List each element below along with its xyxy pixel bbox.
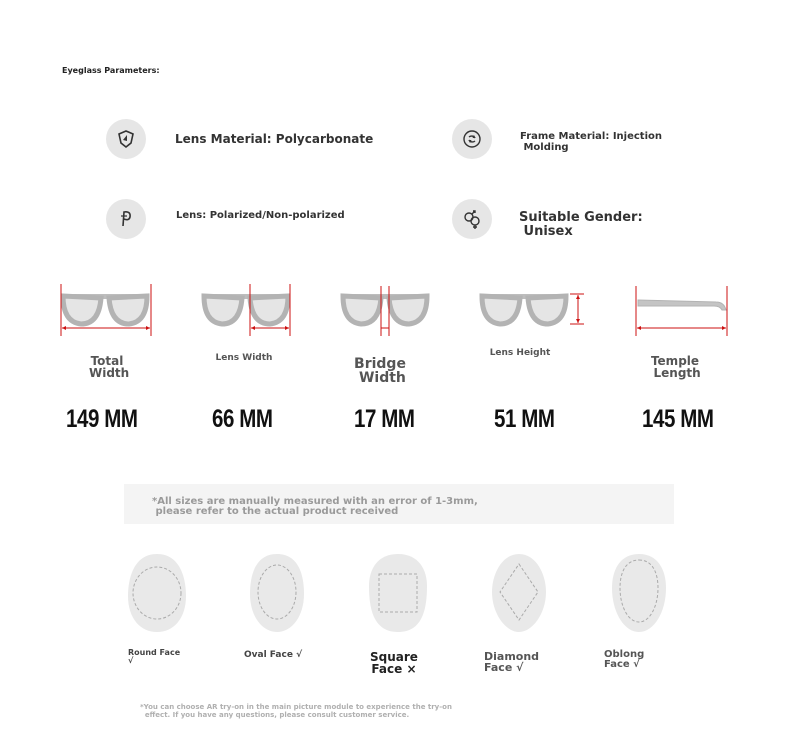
section-title: Eyeglass Parameters: <box>62 66 160 75</box>
lens-height-diagram <box>474 282 586 338</box>
oblong-face-illustration <box>608 552 670 634</box>
total-width-diagram <box>55 282 159 338</box>
diamond-face-illustration <box>488 552 550 634</box>
oval-face-illustration <box>246 552 308 634</box>
total-width-value: 149 MM <box>66 405 138 433</box>
bridge-width-value: 17 MM <box>354 405 415 433</box>
temple-length-value: 145 MM <box>642 405 714 433</box>
diamond-face-label: Diamond Face √ <box>484 650 540 674</box>
lens-width-diagram <box>196 282 300 338</box>
bridge-width-diagram <box>335 282 439 338</box>
lens-height-value: 51 MM <box>494 405 555 433</box>
square-face-illustration <box>367 552 429 634</box>
notice-line-2: please refer to the actual product received <box>152 506 399 517</box>
gender-label: Suitable Gender: Unisex <box>519 210 643 239</box>
round-face-label: Round Face √ <box>128 648 181 665</box>
recycle-icon <box>452 119 492 159</box>
lens-shield-icon <box>106 119 146 159</box>
round-face-illustration <box>126 552 188 634</box>
frame-material-label: Frame Material: Injection Molding <box>520 131 663 153</box>
oblong-face-label: Oblong Face √ <box>604 649 645 670</box>
gender-icon <box>452 199 492 239</box>
temple-length-label: Temple Length <box>650 354 701 380</box>
footer-note-line-2: effect. If you have any questions, please consult customer service. <box>140 711 410 719</box>
lens-height-label: Lens Height <box>489 348 551 358</box>
polarized-p-icon <box>106 199 146 239</box>
lens-width-value: 66 MM <box>212 405 273 433</box>
notice-line-1: *All sizes are manually measured with an error of 1-3mm, <box>152 496 478 507</box>
square-face-label: Square Face × <box>370 650 418 676</box>
footer-note-line-1: *You can choose AR try-on in the main picture module to experience the try-on <box>140 703 452 711</box>
lens-width-label: Lens Width <box>215 353 273 363</box>
lens-type-label: Lens: Polarized/Non-polarized <box>176 210 345 221</box>
bridge-width-label: Bridge Width <box>354 356 406 386</box>
temple-length-diagram <box>630 282 734 338</box>
oval-face-label: Oval Face √ <box>244 650 303 660</box>
total-width-label: Total Width <box>88 354 130 380</box>
lens-material-label: Lens Material: Polycarbonate <box>175 132 374 146</box>
